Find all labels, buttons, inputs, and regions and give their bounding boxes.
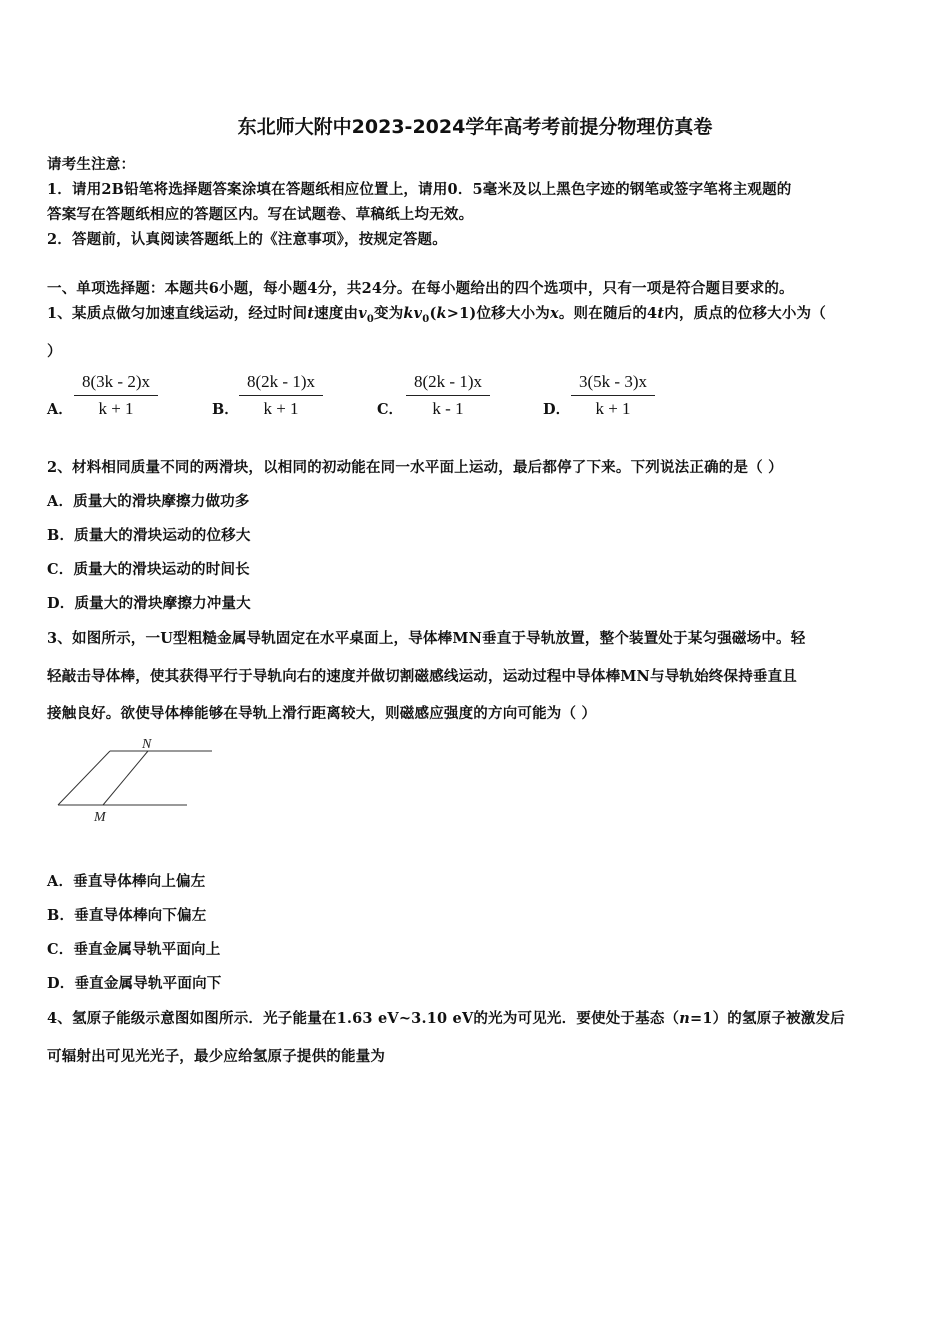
fraction-numerator: 8(2k - 1)x	[406, 372, 490, 396]
fraction-numerator: 8(2k - 1)x	[239, 372, 323, 396]
q1-option-c-label: C．	[377, 401, 404, 418]
q3-option-c: C．垂直金属导轨平面向上	[47, 941, 221, 958]
fraction-denominator: k - 1	[432, 399, 464, 418]
q1-text: 内，质点的位移大小为（	[664, 305, 826, 322]
notice-heading: 请考生注意：	[47, 156, 136, 173]
q1-text: >1)位移大小为	[446, 305, 550, 322]
q4-var: n	[679, 1010, 690, 1027]
section-heading: 一、单项选择题：本题共6小题，每小题4分，共24分。在每小题给出的四个选项中，只有一项是符合题目要求的。	[47, 280, 794, 297]
q1-var: v	[358, 305, 367, 322]
q1-sub: 0	[422, 313, 430, 325]
fraction-denominator: k + 1	[98, 399, 134, 418]
q2-option-c: C．质量大的滑块运动的时间长	[47, 561, 250, 578]
rail-end	[58, 751, 110, 805]
fraction-denominator: k + 1	[595, 399, 631, 418]
q1-option-b-fraction	[239, 372, 323, 419]
notice-line-1: 1．请用2B铅笔将选择题答案涂填在答题纸相应位置上，请用0．5毫米及以上黑色字迹的钢笔或签字笔将主观题的	[47, 181, 792, 198]
q3-option-b: B．垂直导体棒向下偏左	[47, 907, 207, 924]
q1-text: 速度由	[314, 305, 359, 322]
notice-line-3: 2．答题前，认真阅读答题纸上的《注意事项》，按规定答题。	[47, 231, 447, 248]
q1-stem	[47, 302, 826, 325]
q3-stem-line2: 轻敲击导体棒，使其获得平行于导轨向右的速度并做切割磁感线运动，运动过程中导体棒MN与导轨始终保持垂直且	[47, 668, 797, 685]
q1-text: 1、某质点做匀加速直线运动，经过时间	[47, 305, 308, 322]
q1-var: k	[436, 305, 447, 322]
fraction-numerator: 8(3k - 2)x	[74, 372, 158, 396]
q3-option-a: A．垂直导体棒向上偏左	[47, 873, 206, 890]
q3-stem-line3: 接触良好。欲使导体棒能够在导轨上滑行距离较大，则磁感应强度的方向可能为（ ）	[47, 705, 597, 722]
q4-stem-line2: 可辐射出可见光光子，最少应给氢原子提供的能量为	[47, 1048, 386, 1065]
q3-option-d: D．垂直金属导轨平面向下	[47, 975, 222, 992]
conductor-rod-mn	[103, 751, 148, 805]
q1-stem-line2: ）	[47, 343, 62, 360]
notice-line-2: 答案写在答题纸相应的答题区内。写在试题卷、草稿纸上均无效。	[47, 206, 474, 223]
q1-var: t	[657, 305, 665, 322]
q2-option-a: A．质量大的滑块摩擦力做功多	[47, 493, 250, 510]
q1-option-d-label: D．	[543, 401, 571, 418]
q1-var: x	[549, 305, 559, 322]
q1-option-a-fraction	[74, 372, 158, 419]
q2-option-d: D．质量大的滑块摩擦力冲量大	[47, 595, 251, 612]
q1-option-b-label: B．	[212, 401, 239, 418]
label-n: N	[142, 737, 152, 752]
q1-text: (	[429, 305, 437, 322]
q3-stem-line1: 3、如图所示，一U型粗糙金属导轨固定在水平桌面上，导体棒MN垂直于导轨放置，整个装置处于某匀强磁场中。轻	[47, 630, 806, 647]
label-m: M	[94, 810, 106, 825]
q4-text: =1）的氢原子被激发后	[689, 1010, 845, 1027]
q1-var: kv	[403, 305, 423, 322]
q2-stem: 2、材料相同质量不同的两滑块，以相同的初动能在同一水平面上运动，最后都停了下来。下列说法正确的是（ ）	[47, 459, 783, 476]
q1-text: 。则在随后的4	[558, 305, 658, 322]
q2-option-b: B．质量大的滑块运动的位移大	[47, 527, 251, 544]
fraction-numerator: 3(5k - 3)x	[571, 372, 655, 396]
q4-stem-line1	[47, 1007, 845, 1028]
q1-text: 变为	[374, 305, 404, 322]
q1-sub: 0	[366, 313, 375, 325]
q1-option-d-fraction	[571, 372, 655, 419]
q1-option-c-fraction	[406, 372, 490, 419]
fraction-denominator: k + 1	[263, 399, 299, 418]
q1-option-a-label: A．	[47, 401, 73, 418]
q1-var: t	[307, 305, 315, 322]
q4-text: 4、氢原子能级示意图如图所示．光子能量在1.63 eV~3.10 eV的光为可见光．要使处于基态（	[47, 1010, 680, 1027]
q3-rail-figure	[50, 732, 220, 827]
page-title: 东北师大附中2023-2024学年高考考前提分物理仿真卷	[237, 116, 713, 138]
